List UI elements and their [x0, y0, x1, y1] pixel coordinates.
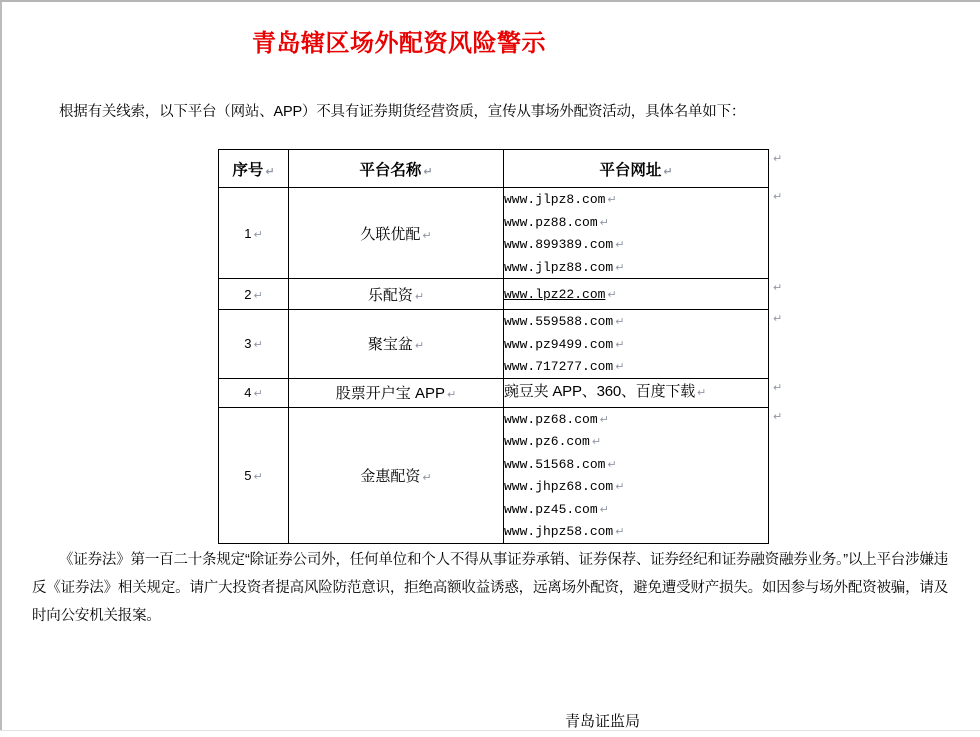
- cell-platform-urls: [504, 407, 769, 543]
- url-line: [504, 408, 768, 431]
- url-line: [504, 453, 768, 476]
- paragraph-mark-icon: ↵: [615, 360, 625, 373]
- url-line: [504, 256, 768, 279]
- cell-platform-name: [289, 188, 504, 279]
- platform-table: [218, 149, 769, 544]
- platform-table-body: [219, 188, 769, 544]
- url-line: [504, 381, 768, 404]
- column-header: [289, 150, 504, 188]
- cell-platform-urls: [504, 188, 769, 279]
- serial-number: 5: [244, 467, 252, 483]
- cell-platform-name: [289, 279, 504, 310]
- platform-name: 金惠配资: [360, 467, 421, 485]
- url-line: [504, 283, 768, 306]
- paragraph-mark-icon: ↵: [253, 387, 263, 400]
- cell-platform-urls: [504, 279, 769, 310]
- column-header-label: 平台名称: [359, 161, 422, 179]
- url-line: [504, 430, 768, 453]
- url-line: [504, 211, 768, 234]
- paragraph-mark-icon: ↵: [253, 227, 263, 241]
- signature-text: 青岛证监局: [565, 713, 641, 730]
- paragraph-mark-icon: ↵: [615, 260, 625, 274]
- page-title: 青岛辖区场外配资风险警示: [252, 30, 546, 57]
- serial-number: 4: [244, 385, 252, 400]
- window-bottom-border: [0, 730, 980, 731]
- row-end-mark-icon: ↵: [773, 152, 783, 165]
- serial-number: 2: [244, 286, 252, 302]
- paragraph-mark-icon: ↵: [663, 164, 673, 178]
- table-row: [219, 279, 769, 310]
- platform-url: www.pz9499.com: [504, 336, 614, 352]
- platform-name: 久联优配: [360, 225, 421, 243]
- paragraph-mark-icon: ↵: [414, 289, 425, 303]
- row-end-mark-icon: ↵: [773, 312, 783, 325]
- paragraph-mark-icon: ↵: [615, 315, 625, 328]
- url-line: [504, 498, 768, 521]
- paragraph-mark-icon: ↵: [599, 412, 609, 426]
- cell-serial-number: [219, 310, 289, 379]
- cell-platform-name: [289, 407, 504, 543]
- column-header-label: 平台网址: [599, 161, 662, 179]
- platform-url: www.pz88.com: [504, 214, 598, 230]
- paragraph-mark-icon: ↵: [265, 164, 275, 178]
- row-end-mark-icon: ↵: [773, 190, 783, 203]
- platform-url: www.899389.com: [504, 237, 614, 252]
- table-row: [219, 378, 769, 407]
- column-header: [504, 150, 769, 188]
- table-row: [219, 407, 769, 543]
- platform-url: www.pz45.com: [504, 501, 598, 517]
- paragraph-mark-icon: ↵: [423, 164, 433, 178]
- url-line: [504, 520, 768, 543]
- table-area: [218, 149, 818, 544]
- cell-serial-number: [219, 378, 289, 407]
- platform-link[interactable]: www.lpz22.com: [504, 286, 606, 302]
- paragraph-mark-icon: ↵: [422, 228, 432, 242]
- url-line: [504, 333, 768, 356]
- url-line: [504, 355, 768, 378]
- paragraph-mark-icon: ↵: [599, 215, 609, 229]
- cell-serial-number: [219, 188, 289, 279]
- serial-number: 1: [244, 225, 252, 241]
- paragraph-mark-icon: ↵: [615, 238, 625, 251]
- platform-url: 豌豆夹 APP、360、百度下载: [504, 383, 696, 401]
- platform-url: www.jhpz58.com: [504, 524, 614, 539]
- table-row: [219, 310, 769, 379]
- platform-url: www.jlpz88.com: [504, 259, 614, 275]
- column-header: [219, 150, 289, 188]
- paragraph-mark-icon: ↵: [446, 388, 457, 401]
- row-end-mark-icon: ↵: [773, 410, 783, 423]
- paragraph-mark-icon: ↵: [422, 470, 432, 484]
- paragraph-mark-icon: ↵: [414, 339, 425, 353]
- column-header-label: 序号: [232, 161, 264, 179]
- cell-platform-name: [289, 310, 504, 379]
- window-left-border: [0, 2, 2, 730]
- cell-platform-urls: [504, 310, 769, 379]
- platform-url: www.717277.com: [504, 359, 614, 374]
- warning-paragraph: 《证券法》第一百二十条规定“除证券公司外，任何单位和个人不得从事证券承销、证券保荐、证券经纪和证券融资融券业务。”以上平台涉嫌违反《证券法》相关规定。请广大投资者提高风险防范意识，拒绝高额收益诱惑，远离场外配资，避免遭受财产损失。如因参与场外配资被骗，请及时向公安机关报案。: [32, 552, 948, 624]
- row-end-mark-icon: ↵: [773, 381, 783, 394]
- platform-url: www.jlpz8.com: [504, 192, 606, 207]
- platform-url: www.pz68.com: [504, 411, 598, 427]
- url-line: [504, 233, 768, 256]
- paragraph-mark-icon: ↵: [615, 525, 625, 538]
- cell-serial-number: [219, 279, 289, 310]
- paragraph-mark-icon: ↵: [253, 338, 263, 352]
- paragraph-mark-icon: ↵: [615, 337, 625, 351]
- platform-name: 乐配资: [367, 286, 413, 304]
- paragraph-mark-icon: ↵: [607, 457, 617, 471]
- paragraph-mark-icon: ↵: [253, 288, 263, 302]
- url-line: [504, 188, 768, 211]
- cell-platform-urls: [504, 378, 769, 407]
- serial-number: 3: [244, 336, 252, 352]
- cell-platform-name: [289, 378, 504, 407]
- paragraph-mark-icon: ↵: [615, 480, 625, 493]
- paragraph-mark-icon: ↵: [599, 502, 609, 516]
- paragraph-mark-icon: ↵: [253, 469, 263, 483]
- cell-serial-number: [219, 407, 289, 543]
- platform-url: www.jhpz68.com: [504, 479, 614, 494]
- platform-url: www.559588.com: [504, 314, 614, 329]
- intro-paragraph: 根据有关线索，以下平台（网站、APP）不具有证券期货经营资质，宣传从事场外配资活动，具体名单如下：: [59, 104, 746, 120]
- paragraph-mark-icon: ↵: [607, 193, 617, 206]
- url-line: [504, 475, 768, 498]
- paragraph-mark-icon: ↵: [697, 386, 707, 400]
- table-row: [219, 188, 769, 279]
- platform-name: 股票开户宝 APP: [335, 385, 445, 402]
- window-top-border: [0, 0, 980, 2]
- paragraph-mark-icon: ↵: [607, 287, 617, 301]
- platform-name: 聚宝盆: [367, 336, 413, 354]
- platform-url: www.pz6.com: [504, 434, 590, 449]
- row-end-mark-icon: ↵: [773, 281, 783, 294]
- url-line: [504, 310, 768, 333]
- platform-table-head-row: [219, 150, 769, 188]
- platform-url: www.51568.com: [504, 456, 606, 472]
- paragraph-mark-icon: ↵: [591, 435, 602, 448]
